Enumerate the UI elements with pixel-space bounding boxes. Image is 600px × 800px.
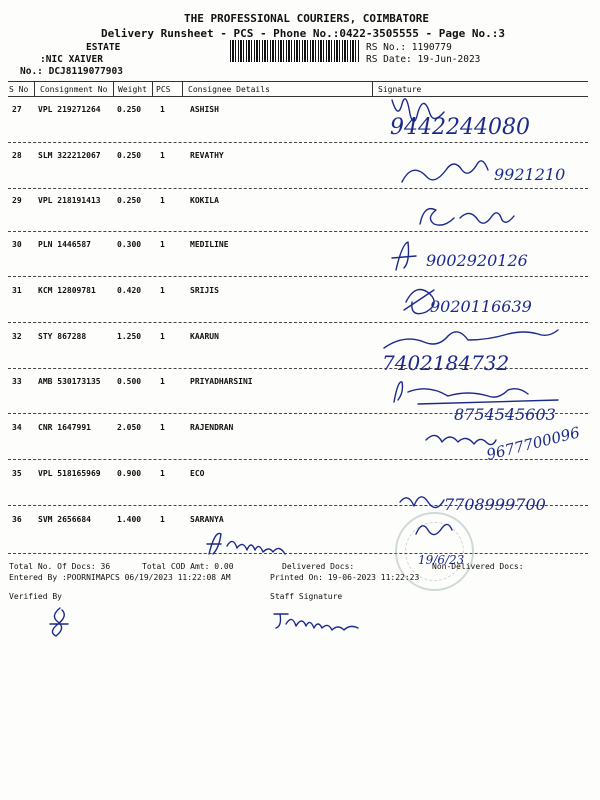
row-sno: 32 xyxy=(12,332,22,341)
signature-row-28 xyxy=(398,140,578,190)
handwritten-phone: 9677700096 xyxy=(484,423,582,464)
row-consignee: ASHISH xyxy=(190,105,219,114)
col-divider xyxy=(34,82,35,96)
row-pcs: 1 xyxy=(160,151,165,160)
signature-row-34 xyxy=(422,418,600,464)
signature-row-27 xyxy=(380,92,580,140)
row-consignee: ECO xyxy=(190,469,205,478)
row-sno: 29 xyxy=(12,196,22,205)
non-delivered-docs: Non-Delivered Docs: xyxy=(432,562,524,571)
col-divider xyxy=(182,82,183,96)
row-sno: 36 xyxy=(12,515,22,524)
rs-date: RS Date: 19-Jun-2023 xyxy=(366,54,481,65)
row-pcs: 1 xyxy=(160,196,165,205)
row-sno: 27 xyxy=(12,105,22,114)
total-cod: Total COD Amt: 0.00 xyxy=(142,562,234,571)
row-consignment: CNR 1647991 xyxy=(38,423,91,432)
row-sno: 35 xyxy=(12,469,22,478)
col-divider xyxy=(113,82,114,96)
row-sno: 28 xyxy=(12,151,22,160)
handwritten-phone: 9921210 xyxy=(494,165,566,184)
row-consignee: REVATHY xyxy=(190,151,224,160)
row-weight: 0.300 xyxy=(117,240,142,249)
col-consignment: Consignment No xyxy=(40,85,108,94)
row-pcs: 1 xyxy=(160,240,165,249)
document-number: No.: DCJ8119077903 xyxy=(20,66,123,77)
row-weight: 1.400 xyxy=(117,515,142,524)
handwritten-phone: 7708999700 xyxy=(444,495,546,514)
verified-by: Verified By xyxy=(9,592,62,601)
col-divider xyxy=(152,82,153,96)
company-name: THE PROFESSIONAL COURIERS, COIMBATORE xyxy=(184,12,430,25)
col-signature: Signature xyxy=(378,85,422,94)
row-pcs: 1 xyxy=(160,423,165,432)
col-weight: Weight xyxy=(118,85,147,94)
row-separator xyxy=(8,322,588,323)
signature-row-31 xyxy=(400,282,540,322)
row-consignee: RAJENDRAN xyxy=(190,423,234,432)
signature-row-29 xyxy=(410,200,530,234)
row-pcs: 1 xyxy=(160,469,165,478)
row-consignment: PLN 1446587 xyxy=(38,240,91,249)
rs-number: RS No.: 1190779 xyxy=(366,42,452,53)
row-consignment: VPL 219271264 xyxy=(38,105,101,114)
delivered-docs: Delivered Docs: xyxy=(282,562,355,571)
handwritten-phone: 9020116639 xyxy=(430,297,532,316)
row-separator xyxy=(8,276,588,277)
row-consignment: VPL 218191413 xyxy=(38,196,101,205)
verifier-signature xyxy=(44,604,74,640)
row-pcs: 1 xyxy=(160,377,165,386)
entered-by: Entered By :POORNIMAPCS 06/19/2023 11:22:08 AM xyxy=(9,573,231,582)
row-consignment: SVM 2656684 xyxy=(38,515,91,524)
row-consignee: PRIYADHARSINI xyxy=(190,377,253,386)
row-consignment: SLM 322212067 xyxy=(38,151,101,160)
row-weight: 2.050 xyxy=(117,423,142,432)
handwritten-phone: 7402184732 xyxy=(382,351,510,375)
header-top-line xyxy=(8,81,588,82)
row-weight: 1.250 xyxy=(117,332,142,341)
signature-row-32 xyxy=(380,326,580,374)
row-consignee: MEDILINE xyxy=(190,240,229,249)
handwritten-phone: 9002920126 xyxy=(426,251,528,270)
row-weight: 0.500 xyxy=(117,377,142,386)
staff-signature xyxy=(270,606,370,634)
row-consignee: SARANYA xyxy=(190,515,224,524)
recipient-name: :NIC XAIVER xyxy=(40,54,103,65)
signature-row-30 xyxy=(388,236,583,276)
row-sno: 30 xyxy=(12,240,22,249)
estate-text: ESTATE xyxy=(86,42,121,53)
stamp-date: 19/6/23 xyxy=(418,553,465,567)
row-weight: 0.250 xyxy=(117,151,142,160)
row-pcs: 1 xyxy=(160,332,165,341)
row-consignment: KCM 12809781 xyxy=(38,286,96,295)
runsheet-title: Delivery Runsheet - PCS - Phone No.:0422-3505555 - Page No.:3 xyxy=(101,27,505,40)
row-consignee: SRIJIS xyxy=(190,286,219,295)
row-consignee: KAARUN xyxy=(190,332,219,341)
row-pcs: 1 xyxy=(160,286,165,295)
total-docs: Total No. Of Docs: 36 xyxy=(9,562,111,571)
signature-row-36 xyxy=(205,528,305,560)
row-pcs: 1 xyxy=(160,105,165,114)
row-pcs: 1 xyxy=(160,515,165,524)
row-consignee: KOKILA xyxy=(190,196,219,205)
col-divider xyxy=(372,82,373,96)
row-weight: 0.250 xyxy=(117,196,142,205)
barcode xyxy=(230,40,360,62)
printed-on: Printed On: 19-06-2023 11:22:23 xyxy=(270,573,420,582)
handwritten-phone: 9442244080 xyxy=(390,115,530,140)
row-consignment: AMB 530173135 xyxy=(38,377,101,386)
row-sno: 31 xyxy=(12,286,22,295)
row-consignment: STY 867288 xyxy=(38,332,87,341)
handwritten-phone: 8754545603 xyxy=(454,405,556,424)
signature-row-33 xyxy=(388,374,583,424)
col-sno: S No xyxy=(9,85,29,94)
row-weight: 0.420 xyxy=(117,286,142,295)
row-sno: 33 xyxy=(12,377,22,386)
row-weight: 0.900 xyxy=(117,469,142,478)
row-sno: 34 xyxy=(12,423,22,432)
col-consignee: Consignee Details xyxy=(188,85,270,94)
staff-signature-label: Staff Signature xyxy=(270,592,343,601)
col-pcs: PCS xyxy=(156,85,171,94)
row-weight: 0.250 xyxy=(117,105,142,114)
row-consignment: VPL 518165969 xyxy=(38,469,101,478)
